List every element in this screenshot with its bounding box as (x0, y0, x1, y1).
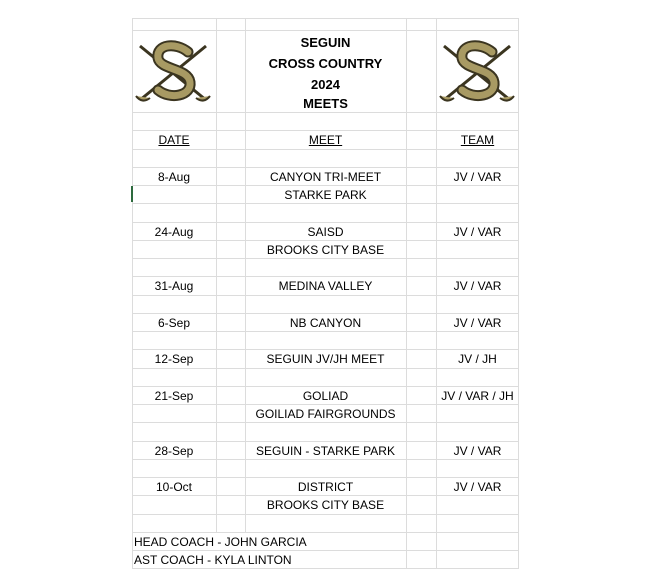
row-team: JV / VAR (453, 316, 502, 330)
header-team: TEAM (460, 133, 495, 147)
row-team: JV / VAR (453, 170, 502, 184)
row-meet: MEDINA VALLEY (278, 279, 373, 293)
row-meet: SEGUIN - STARKE PARK (256, 444, 395, 458)
title-line-2: CROSS COUNTRY (268, 56, 383, 71)
row-date: 12-Sep (154, 352, 194, 366)
assistant-coach: AST COACH - KYLA LINTON (134, 553, 292, 567)
row-team: JV / VAR (453, 444, 502, 458)
head-coach: HEAD COACH - JOHN GARCIA (134, 535, 307, 549)
row-meet: SEGUIN JV/JH MEET (266, 352, 385, 366)
row-date: 28-Sep (154, 444, 194, 458)
row-meet-location: STARKE PARK (284, 188, 367, 202)
row-date: 6-Sep (157, 316, 191, 330)
right-logo-icon (436, 38, 518, 104)
title-line-4: MEETS (303, 96, 348, 111)
row-team: JV / VAR (453, 225, 502, 239)
row-meet: CANYON TRI-MEET (269, 170, 382, 184)
cell-selection-marker (131, 186, 133, 202)
title-line-1: SEGUIN (300, 35, 351, 50)
header-date: DATE (158, 133, 190, 147)
row-meet: DISTRICT (297, 480, 354, 494)
row-meet-location: BROOKS CITY BASE (266, 498, 385, 512)
row-meet: GOLIAD (302, 389, 349, 403)
row-team: JV / VAR / JH (441, 389, 514, 403)
row-team: JV / VAR (453, 279, 502, 293)
row-meet-location: GOILIAD FAIRGROUNDS (255, 407, 396, 421)
row-meet: SAISD (307, 225, 344, 239)
left-logo-icon (132, 38, 214, 104)
title-line-3: 2024 (311, 77, 340, 92)
row-date: 10-Oct (155, 480, 192, 494)
row-date: 21-Sep (154, 389, 194, 403)
header-meet: MEET (308, 133, 343, 147)
row-meet: NB CANYON (289, 316, 362, 330)
row-date: 8-Aug (157, 170, 191, 184)
row-team: JV / VAR (453, 480, 502, 494)
spreadsheet (132, 18, 519, 569)
row-meet-location: BROOKS CITY BASE (266, 243, 385, 257)
row-date: 31-Aug (154, 279, 194, 293)
row-team: JV / JH (458, 352, 497, 366)
row-date: 24-Aug (154, 225, 194, 239)
